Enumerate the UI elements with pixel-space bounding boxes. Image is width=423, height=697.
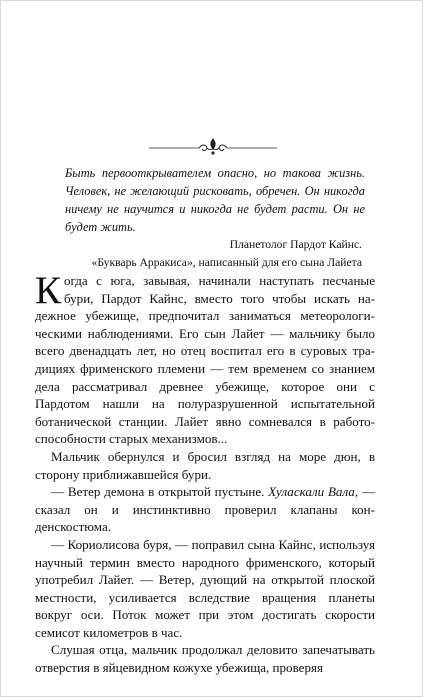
paragraph-3 [35,483,375,536]
epigraph-text: Быть первооткрывателем опасно, но такова жизнь. Человек, не желающий рисковать, обречен. Он никогда ничему не научится и никогда не будет расти. Он не будет жить. [65,166,365,234]
paragraph-3-italic-term: Хулаcкали Вала [268,484,355,500]
fleuron-divider-icon [147,136,279,156]
paragraph-3-start: — Ветер демона в открытой пустыне. [51,484,269,500]
paragraph-1 [35,269,375,448]
epigraph-source: «Букварь Арракиса», написанный для его сына Лайета [91,256,362,269]
paragraph-3-end: , — сказал он и инстинктивно проверил клапаны конденскостюма. [35,484,375,535]
paragraph-1-text: огда с юга, завывая, начинали наступать песчаные бури, Пардот Кайнс, вместо того чтобы искать надежное убежище, предпочитал заниматься метеорологическими наблюдениями. Его сын Лайет — мальчику было всего двенадцать лет, но отец воспитал его в суровых традициях фрименского племени — тем временем со знанием дела рассматривал древнее убежище, которое они с Пардотом нашли на полуразрушенной испытательной ботанической станции. Лайет явно сомневался в работоспособности старых механизмов... [35,273,375,447]
paragraph-5: Слушая отца, мальчик продолжал деловито запечатывать отверстия в яйцевидном кожухе убежища, проверяя [35,642,375,676]
epigraph-author: Планетолог Пардот Кайнс. [229,238,362,251]
drop-cap: К [35,269,62,312]
paragraph-4: — Кориолисова буря, — поправил сына Кайнс, используя научный термин вместо народного фрименского, который употребил Лайет. — Ветер, дующий на открытой плоской местности, усиливается вследствие вращения планеты вокруг оси. Поток может при этом достигать скорости семисот километров в час. [35,536,375,640]
paragraph-2: Мальчик обернулся и бросил взгляд на море дюн, в сторону приближавшейся бури. [35,448,375,482]
chapter-body [35,269,375,677]
